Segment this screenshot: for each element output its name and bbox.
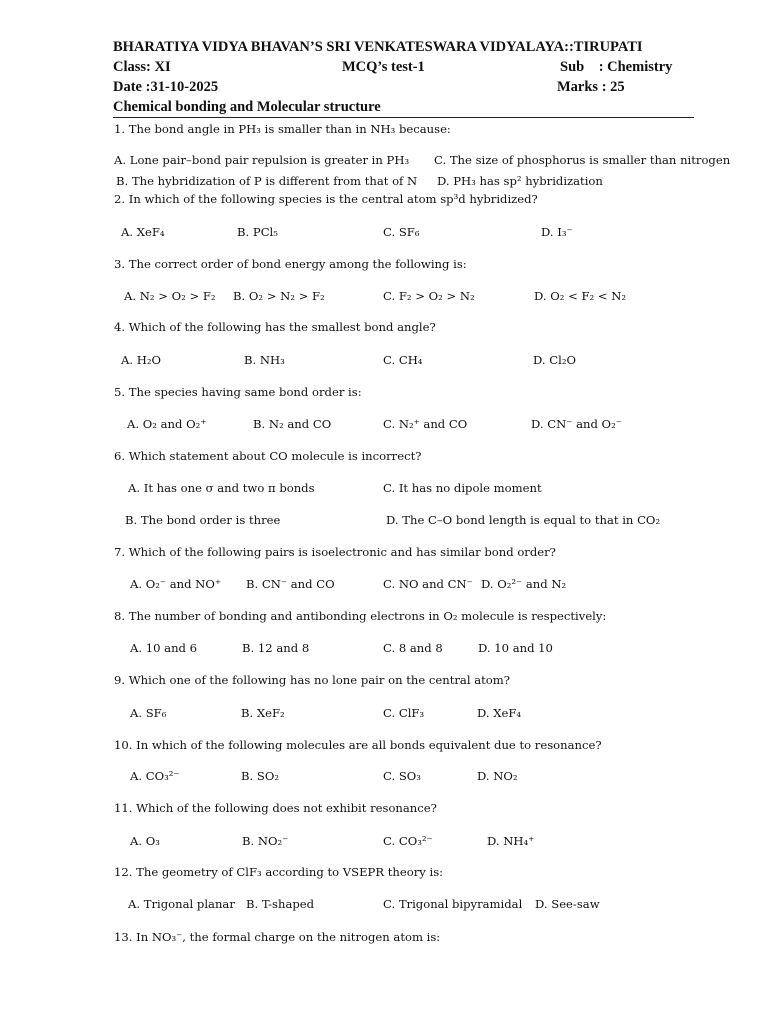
option-3b: B. O₂ > N₂ > F₂ [233, 289, 325, 303]
question-2: 2. In which of the following species is the central atom sp³d hybridized? [114, 192, 538, 206]
header-divider [113, 117, 694, 118]
option-12b: B. T-shaped [246, 897, 315, 911]
option-11b: B. NO₂⁻ [242, 834, 289, 848]
option-12d: D. See-saw [535, 897, 600, 911]
question-5: 5. The species having same bond order is: [114, 385, 362, 399]
option-5c: C. N₂⁺ and CO [383, 417, 468, 431]
school-name: BHARATIYA VIDYA BHAVAN’S SRI VENKATESWARA VIDYALAYA::TIRUPATI [113, 39, 643, 55]
option-7d: D. O₂²⁻ and N₂ [481, 577, 567, 591]
option-8b: B. 12 and 8 [242, 641, 310, 655]
test-title: MCQ’s test-1 [342, 59, 425, 75]
question-10: 10. In which of the following molecules are all bonds equivalent due to resonance? [114, 738, 602, 752]
option-10c: C. SO₃ [383, 769, 421, 783]
option-5b: B. N₂ and CO [253, 417, 332, 431]
option-8a: A. 10 and 6 [130, 641, 198, 655]
option-8d: D. 10 and 10 [478, 641, 553, 655]
option-4d: D. Cl₂O [533, 353, 576, 367]
option-1b: B. The hybridization of P is different from that of N [116, 174, 418, 188]
chapter-title: Chemical bonding and Molecular structure [113, 99, 381, 115]
question-13: 13. In NO₃⁻, the formal charge on the nitrogen atom is: [114, 930, 441, 944]
option-4c: C. CH₄ [383, 353, 423, 367]
option-2a: A. XeF₄ [121, 225, 165, 239]
option-10b: B. SO₂ [241, 769, 279, 783]
question-3: 3. The correct order of bond energy among the following is: [114, 257, 467, 271]
option-6d: D. The C–O bond length is equal to that in CO₂ [386, 513, 661, 527]
option-9a: A. SF₆ [130, 706, 167, 720]
question-12: 12. The geometry of ClF₃ according to VSEPR theory is: [114, 865, 444, 879]
option-1d: D. PH₃ has sp² hybridization [437, 174, 603, 188]
question-4: 4. Which of the following has the smallest bond angle? [114, 320, 436, 334]
option-6c: C. It has no dipole moment [383, 481, 542, 495]
option-11c: C. CO₃²⁻ [383, 834, 433, 848]
option-10d: D. NO₂ [477, 769, 518, 783]
option-1c: C. The size of phosphorus is smaller than nitrogen [434, 153, 731, 167]
option-4b: B. NH₃ [244, 353, 285, 367]
option-2d: D. I₃⁻ [541, 225, 573, 239]
option-7b: B. CN⁻ and CO [246, 577, 335, 591]
option-9c: C. ClF₃ [383, 706, 425, 720]
option-6a: A. It has one σ and two π bonds [128, 481, 315, 495]
option-7a: A. O₂⁻ and NO⁺ [130, 577, 221, 591]
option-12c: C. Trigonal bipyramidal [383, 897, 523, 911]
option-8c: C. 8 and 8 [383, 641, 443, 655]
question-8: 8. The number of bonding and antibonding electrons in O₂ molecule is respectively: [114, 609, 607, 623]
question-9: 9. Which one of the following has no lone pair on the central atom? [114, 673, 510, 687]
question-6: 6. Which statement about CO molecule is incorrect? [114, 449, 422, 463]
option-7c: C. NO and CN⁻ [383, 577, 473, 591]
option-6b: B. The bond order is three [125, 513, 281, 527]
question-1: 1. The bond angle in PH₃ is smaller than in NH₃ because: [114, 122, 451, 136]
marks-label: Marks : 25 [557, 79, 625, 95]
question-11: 11. Which of the following does not exhibit resonance? [114, 801, 437, 815]
option-4a: A. H₂O [121, 353, 162, 367]
option-11d: D. NH₄⁺ [487, 834, 535, 848]
option-2c: C. SF₆ [383, 225, 420, 239]
option-12a: A. Trigonal planar [128, 897, 235, 911]
subject-label: Sub : Chemistry [560, 59, 673, 75]
option-9b: B. XeF₂ [241, 706, 285, 720]
option-1a: A. Lone pair–bond pair repulsion is greater in PH₃ [114, 153, 410, 167]
class-label: Class: XI [113, 59, 171, 75]
option-3c: C. F₂ > O₂ > N₂ [383, 289, 475, 303]
option-3d: D. O₂ < F₂ < N₂ [534, 289, 627, 303]
option-11a: A. O₃ [130, 834, 160, 848]
option-2b: B. PCl₅ [237, 225, 278, 239]
option-5a: A. O₂ and O₂⁺ [127, 417, 207, 431]
date-label: Date :31-10-2025 [113, 79, 219, 95]
question-7: 7. Which of the following pairs is isoelectronic and has similar bond order? [114, 545, 556, 559]
option-9d: D. XeF₄ [477, 706, 522, 720]
option-5d: D. CN⁻ and O₂⁻ [531, 417, 622, 431]
option-3a: A. N₂ > O₂ > F₂ [124, 289, 216, 303]
option-10a: A. CO₃²⁻ [130, 769, 180, 783]
